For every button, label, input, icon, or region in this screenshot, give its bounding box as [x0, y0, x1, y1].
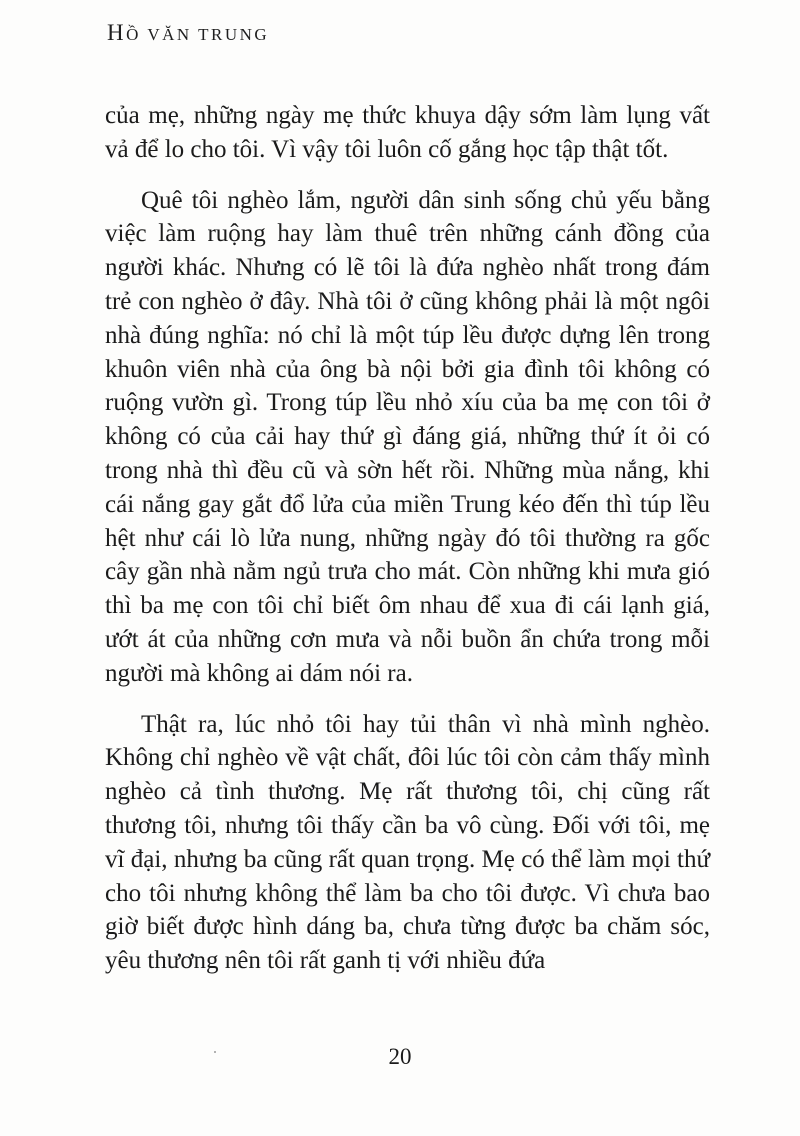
paragraph: Thật ra, lúc nhỏ tôi hay tủi thân vì nhà mình nghèo. Không chỉ nghèo về vật chất, đôi lúc tôi còn cảm thấy mình nghèo cả tình thương. Mẹ rất thương tôi, chị cũng rất thương tôi, nhưng tôi thấy cần ba vô cùng. Đối với tôi, mẹ vĩ đại, nhưng ba cũng rất quan trọng. Mẹ có thể làm mọi thứ cho tôi nhưng không thể làm ba cho tôi được. Vì chưa bao giờ biết được hình dáng ba, chưa từng được ba chăm sóc, yêu thương nên tôi rất ganh tị với nhiều đứa	[105, 710, 710, 975]
paragraph: Quê tôi nghèo lắm, người dân sinh sống chủ yếu bằng việc làm ruộng hay làm thuê trên những cánh đồng của người khác. Nhưng có lẽ tôi là đứa nghèo nhất trong đám trẻ con nghèo ở đây. Nhà tôi ở cũng không phải là một ngôi nhà đúng nghĩa: nó chỉ là một túp lều được dựng lên trong khuôn viên nhà của ông bà nội bởi gia đình tôi không có ruộng vườn gì. Trong túp lều nhỏ xíu của ba mẹ con tôi ở không có của cải hay thứ gì đáng giá, những thứ ít ỏi có trong nhà thì đều cũ và sờn hết rồi. Những mùa nắng, khi cái nắng gay gắt đổ lửa của miền Trung kéo đến thì túp lều hệt như cái lò lửa nung, những ngày đó tôi thường ra gốc cây gần nhà nằm ngủ trưa cho mát. Còn những khi mưa gió thì ba mẹ con tôi chỉ biết ôm nhau để xua đi cái lạnh giá, ướt át của những cơn mưa và nỗi buồn ẩn chứa trong mỗi người mà không ai dám nói ra.	[105, 186, 710, 687]
paragraph-continuation: của mẹ, những ngày mẹ thức khuya dậy sớm làm lụng vất vả để lo cho tôi. Vì vậy tôi luôn cố gắng học tập thật tốt.	[105, 102, 710, 163]
running-header: HỒ VĂN TRUNG	[107, 20, 270, 45]
body-text	[105, 99, 710, 995]
page-number: 20	[388, 1044, 412, 1069]
